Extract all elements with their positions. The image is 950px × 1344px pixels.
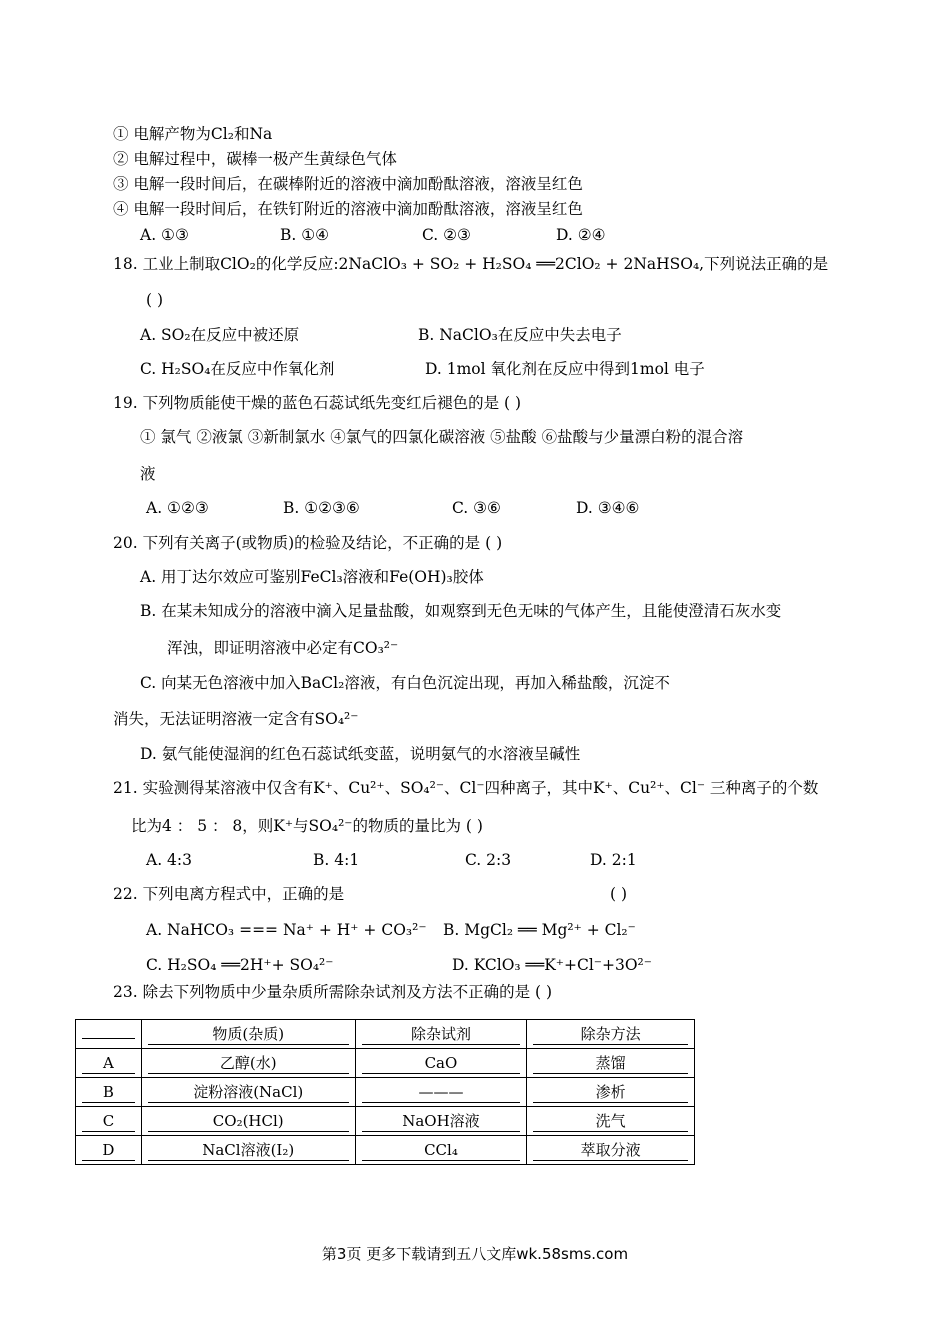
q18-option-b: B. NaClO₃在反应中失去电子 bbox=[418, 326, 622, 344]
q22-option-a: A. NaHCO₃ === Na⁺ + H⁺ + CO₃²⁻ bbox=[146, 921, 427, 939]
q23-stem: 23. 除去下列物质中少量杂质所需除杂试剂及方法不正确的是 ( ) bbox=[113, 983, 553, 1001]
q19-option-d: D. ③④⑥ bbox=[576, 499, 640, 517]
table-header-cell bbox=[82, 1038, 135, 1039]
table-cell: 洗气 bbox=[533, 1111, 688, 1132]
table-header-cell: 除杂试剂 bbox=[362, 1024, 521, 1045]
table-cell: C bbox=[82, 1111, 135, 1132]
table-cell: ——— bbox=[362, 1082, 521, 1103]
q20-option-a: A. 用丁达尔效应可鉴别FeCl₃溶液和Fe(OH)₃胶体 bbox=[140, 568, 484, 586]
q19-option-c: C. ③⑥ bbox=[452, 499, 501, 517]
q19-stem: 19. 下列物质能使干燥的蓝色石蕊试纸先变红后褪色的是 ( ) bbox=[113, 394, 522, 412]
q20-option-d: D. 氨气能使湿润的红色石蕊试纸变蓝，说明氨气的水溶液呈碱性 bbox=[140, 745, 581, 763]
table-cell: A bbox=[82, 1053, 135, 1074]
table-cell: CO₂(HCl) bbox=[148, 1111, 349, 1132]
q22-option-d: D. KClO₃ ══K⁺+Cl⁻+3O²⁻ bbox=[452, 956, 652, 974]
q20-option-b-line2: 浑浊，即证明溶液中必定有CO₃²⁻ bbox=[167, 639, 399, 657]
q17-statement-4: ④ 电解一段时间后，在铁钉附近的溶液中滴加酚酞溶液，溶液呈红色 bbox=[113, 200, 583, 218]
q17-option-d: D. ②④ bbox=[556, 226, 606, 244]
table-row bbox=[76, 1078, 695, 1107]
table-cell: 乙醇(水) bbox=[148, 1053, 349, 1074]
q18-answer-paren: ( ) bbox=[146, 291, 164, 309]
q22-answer-paren: ( ) bbox=[610, 885, 628, 903]
q17-option-c: C. ②③ bbox=[422, 226, 471, 244]
q20-option-b-line1: B. 在某未知成分的溶液中滴入足量盐酸，如观察到无色无味的气体产生，且能使澄清石灰水变 bbox=[140, 602, 782, 620]
q21-option-b: B. 4:1 bbox=[313, 851, 360, 869]
q22-stem: 22. 下列电离方程式中，正确的是 bbox=[113, 885, 345, 903]
table-row bbox=[76, 1136, 695, 1165]
q18-option-a: A. SO₂在反应中被还原 bbox=[140, 326, 300, 344]
q17-option-a: A. ①③ bbox=[140, 226, 189, 244]
q20-option-c-line2: 消失，无法证明溶液一定含有SO₄²⁻ bbox=[113, 710, 359, 728]
table-cell: 蒸馏 bbox=[533, 1053, 688, 1074]
table-cell: 淀粉溶液(NaCl) bbox=[148, 1082, 349, 1103]
q19-option-a: A. ①②③ bbox=[146, 499, 209, 517]
table-cell: 萃取分液 bbox=[533, 1140, 688, 1161]
page-footer: 第3页 更多下载请到五八文库wk.58sms.com bbox=[321, 1245, 629, 1263]
table-header-cell: 除杂方法 bbox=[533, 1024, 688, 1045]
q21-option-a: A. 4:3 bbox=[146, 851, 192, 869]
table-cell: NaCl溶液(I₂) bbox=[148, 1140, 349, 1161]
q17-statement-1: ① 电解产物为Cl₂和Na bbox=[113, 125, 273, 143]
q21-option-c: C. 2:3 bbox=[465, 851, 512, 869]
table-cell: NaOH溶液 bbox=[362, 1111, 521, 1132]
q20-stem: 20. 下列有关离子(或物质)的检验及结论，不正确的是 ( ) bbox=[113, 534, 503, 552]
table-cell: CaO bbox=[362, 1053, 521, 1074]
q21-option-d: D. 2:1 bbox=[590, 851, 637, 869]
table-cell: CCl₄ bbox=[362, 1140, 521, 1161]
q17-statement-3: ③ 电解一段时间后，在碳棒附近的溶液中滴加酚酞溶液，溶液呈红色 bbox=[113, 175, 583, 193]
table-cell: 渗析 bbox=[533, 1082, 688, 1103]
q18-option-d: D. 1mol 氧化剂在反应中得到1mol 电子 bbox=[425, 360, 705, 378]
q23-table bbox=[75, 1019, 695, 1165]
q17-option-b: B. ①④ bbox=[280, 226, 330, 244]
q22-option-c: C. H₂SO₄ ══2H⁺+ SO₄²⁻ bbox=[146, 956, 334, 974]
q19-items-line1: ① 氯气 ②液氯 ③新制氯水 ④氯气的四氯化碳溶液 ⑤盐酸 ⑥盐酸与少量漂白粉的混合溶 bbox=[140, 428, 744, 446]
q21-stem-line1: 21. 实验测得某溶液中仅含有K⁺、Cu²⁺、SO₄²⁻、Cl⁻四种离子，其中K⁺、Cu²⁺、Cl⁻ 三种离子的个数 bbox=[113, 779, 819, 797]
q18-stem: 18. 工业上制取ClO₂的化学反应:2NaClO₃ + SO₂ + H₂SO₄ ══2ClO₂ + 2NaHSO₄,下列说法正确的是 bbox=[113, 255, 829, 273]
q19-items-line2: 液 bbox=[140, 465, 156, 483]
q17-statement-2: ② 电解过程中，碳棒一极产生黄绿色气体 bbox=[113, 150, 397, 168]
q22-option-b: B. MgCl₂ ══ Mg²⁺ + Cl₂⁻ bbox=[443, 921, 636, 939]
q20-option-c-line1: C. 向某无色溶液中加入BaCl₂溶液，有白色沉淀出现，再加入稀盐酸，沉淀不 bbox=[140, 674, 670, 692]
table-cell: B bbox=[82, 1082, 135, 1103]
table-header-cell: 物质(杂质) bbox=[148, 1024, 349, 1045]
table-header-row bbox=[76, 1020, 695, 1049]
q18-option-c: C. H₂SO₄在反应中作氧化剂 bbox=[140, 360, 335, 378]
table-row bbox=[76, 1107, 695, 1136]
table-row bbox=[76, 1049, 695, 1078]
q19-option-b: B. ①②③⑥ bbox=[283, 499, 360, 517]
q21-stem-line2: 比为4 ： 5 ： 8，则K⁺与SO₄²⁻的物质的量比为 ( ) bbox=[131, 817, 483, 835]
table-cell: D bbox=[82, 1140, 135, 1161]
